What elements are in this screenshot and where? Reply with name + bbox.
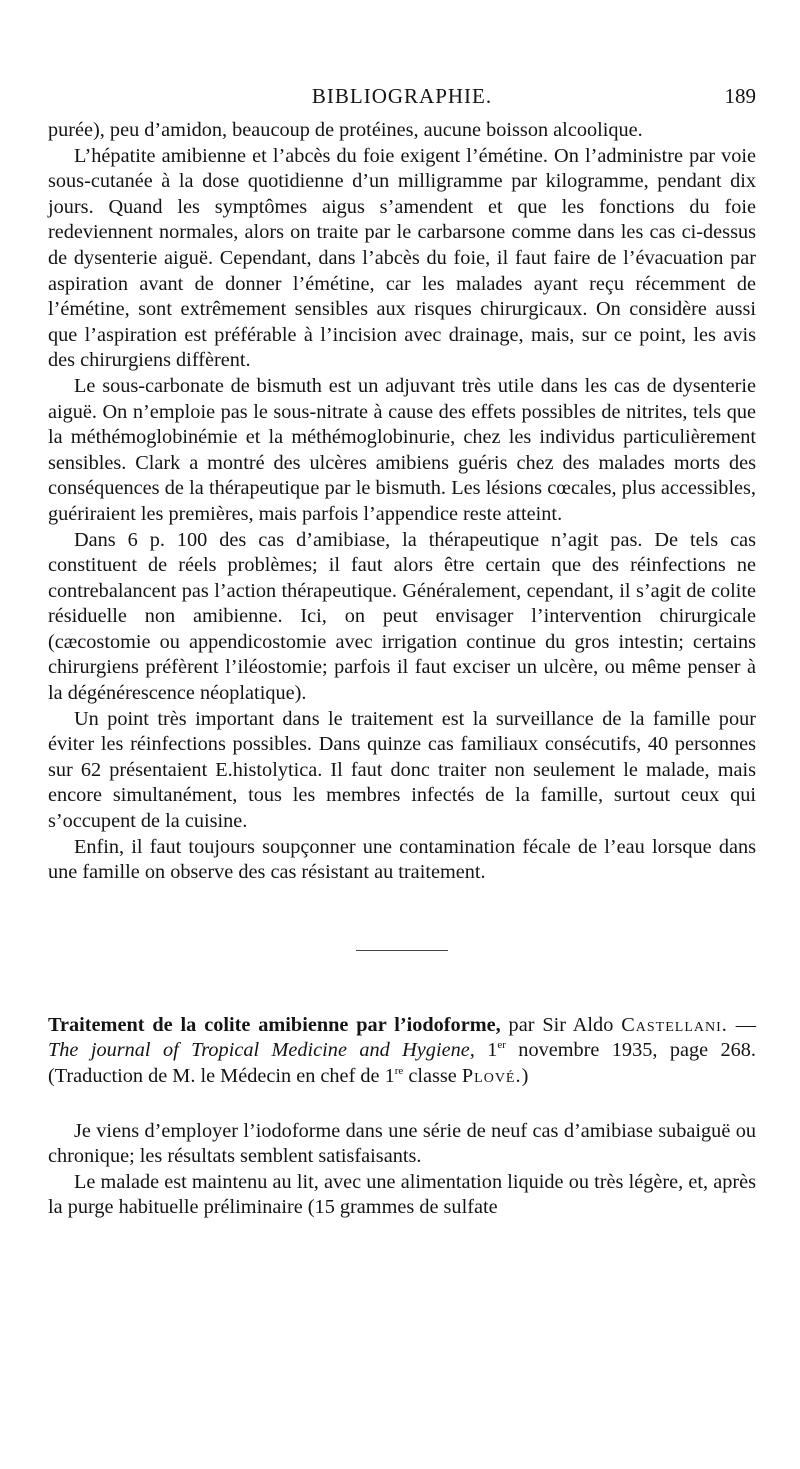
reference-close: ) (521, 1065, 529, 1087)
running-header (48, 80, 756, 112)
paragraph-iodoform-method: Le malade est maintenu au lit, avec une alimentation liquide ou très légère, et, après la purge habituelle préliminaire (15 grammes de sulfate (48, 1170, 756, 1219)
page-number: 189 (724, 84, 756, 108)
paragraph-hepatitis: L’hépatite amibienne et l’abcès du foie exigent l’émétine. On l’administre par voie sous-cutanée à la dose quotidienne d’un milligramme par kilogramme, pendant dix jours. Quand les symptômes aigus s’amendent et que les fonctions du foie redeviennent normales, alors on traite par le carbarsone comme dans les cas ci-dessus de dysenterie aiguë. Cependant, dans l’abcès du foie, il faut faire de l’évacuation par aspiration avant de donner l’émétine, car les malades ayant reçu récemment de l’émétine, sont extrêmement sensibles aux risques chirurgicaux. On considère aussi que l’aspiration est préférable à l’incision avec drainage, mais, sur ce point, les avis des chirurgiens diffèrent. (48, 144, 756, 372)
reference-day: 1 (474, 1039, 498, 1062)
reference-title: Traitement de la colite amibienne par l’iodoforme, (48, 1013, 501, 1036)
reference-date: novembre 1935, page 268. (Traduction de M. le Médecin en chef de 1 (48, 1039, 756, 1087)
page (48, 80, 756, 1221)
reference-author: Castellani. (621, 1013, 728, 1036)
paragraph-diet: purée), peu d’amidon, beaucoup de protéines, aucune boisson alcoolique. (48, 119, 643, 141)
reference-dash: — (727, 1013, 756, 1036)
reference-journal: The journal of Tropical Medicine and Hygiene, (48, 1039, 475, 1062)
running-title: BIBLIOGRAPHIE. (311, 84, 493, 108)
paragraph-bismuth: Le sous-carbonate de bismuth est un adjuvant très utile dans les cas de dysenterie aiguë. On n’emploie pas le sous-nitrate à cause des effets possibles de nitrites, tels que la méthémoglobinémie et la méthémoglobinurie, chez les individus particulièrement sensibles. Clark a montré des ulcères amibiens guéris chez des malades morts des conséquences de la thérapeutique par le bismuth. Les lésions cœcales, plus accessibles, guériraient les premières, mais parfois l’appendice reste atteint. (48, 374, 756, 525)
paragraph-water: Enfin, il faut toujours soupçonner une contamination fécale de l’eau lorsque dans une famille on observe des cas résistant au traitement. (48, 835, 756, 884)
bibliographic-reference (48, 1013, 756, 1090)
paragraph-iodoform-intro: Je viens d’employer l’iodoforme dans une série de neuf cas d’amibiase subaiguë ou chronique; les résultats semblent satisfaisants. (48, 1119, 756, 1168)
reference-class: classe (403, 1065, 462, 1087)
reference-class-sup: re (394, 1065, 404, 1078)
reference-translator: Plové. (461, 1065, 522, 1087)
paragraph-family: Un point très important dans le traitement est la surveillance de la famille pour éviter les réinfections possibles. Dans quinze cas familiaux consécutifs, 40 personnes sur 62 présentaient E.histolytica. Il faut donc traiter non seulement le malade, mais encore simultanément, tous les membres infectés de la famille, surtout ceux qui s’occupent de la cuisine. (48, 707, 756, 833)
paragraph-failure: Dans 6 p. 100 des cas d’amibiase, la thérapeutique n’agit pas. De tels cas constituent de réels problèmes; il faut alors être certain que des réinfections ne contrebalancent pas l’action thérapeutique. Généralement, cependant, il s’agit de colite résiduelle non amibienne. Ici, on peut envisager l’intervention chirurgicale (cæcostomie ou appendicostomie avec irrigation continue du gros intestin; certains chirurgiens préfèrent l’iléostomie; parfois il faut exciser un ulcère, ou même penser à la dégénérescence néoplatique). (48, 528, 756, 705)
section-divider (356, 950, 448, 951)
reference-day-sup: er (497, 1039, 506, 1052)
reference-by: par Sir Aldo (500, 1013, 622, 1036)
